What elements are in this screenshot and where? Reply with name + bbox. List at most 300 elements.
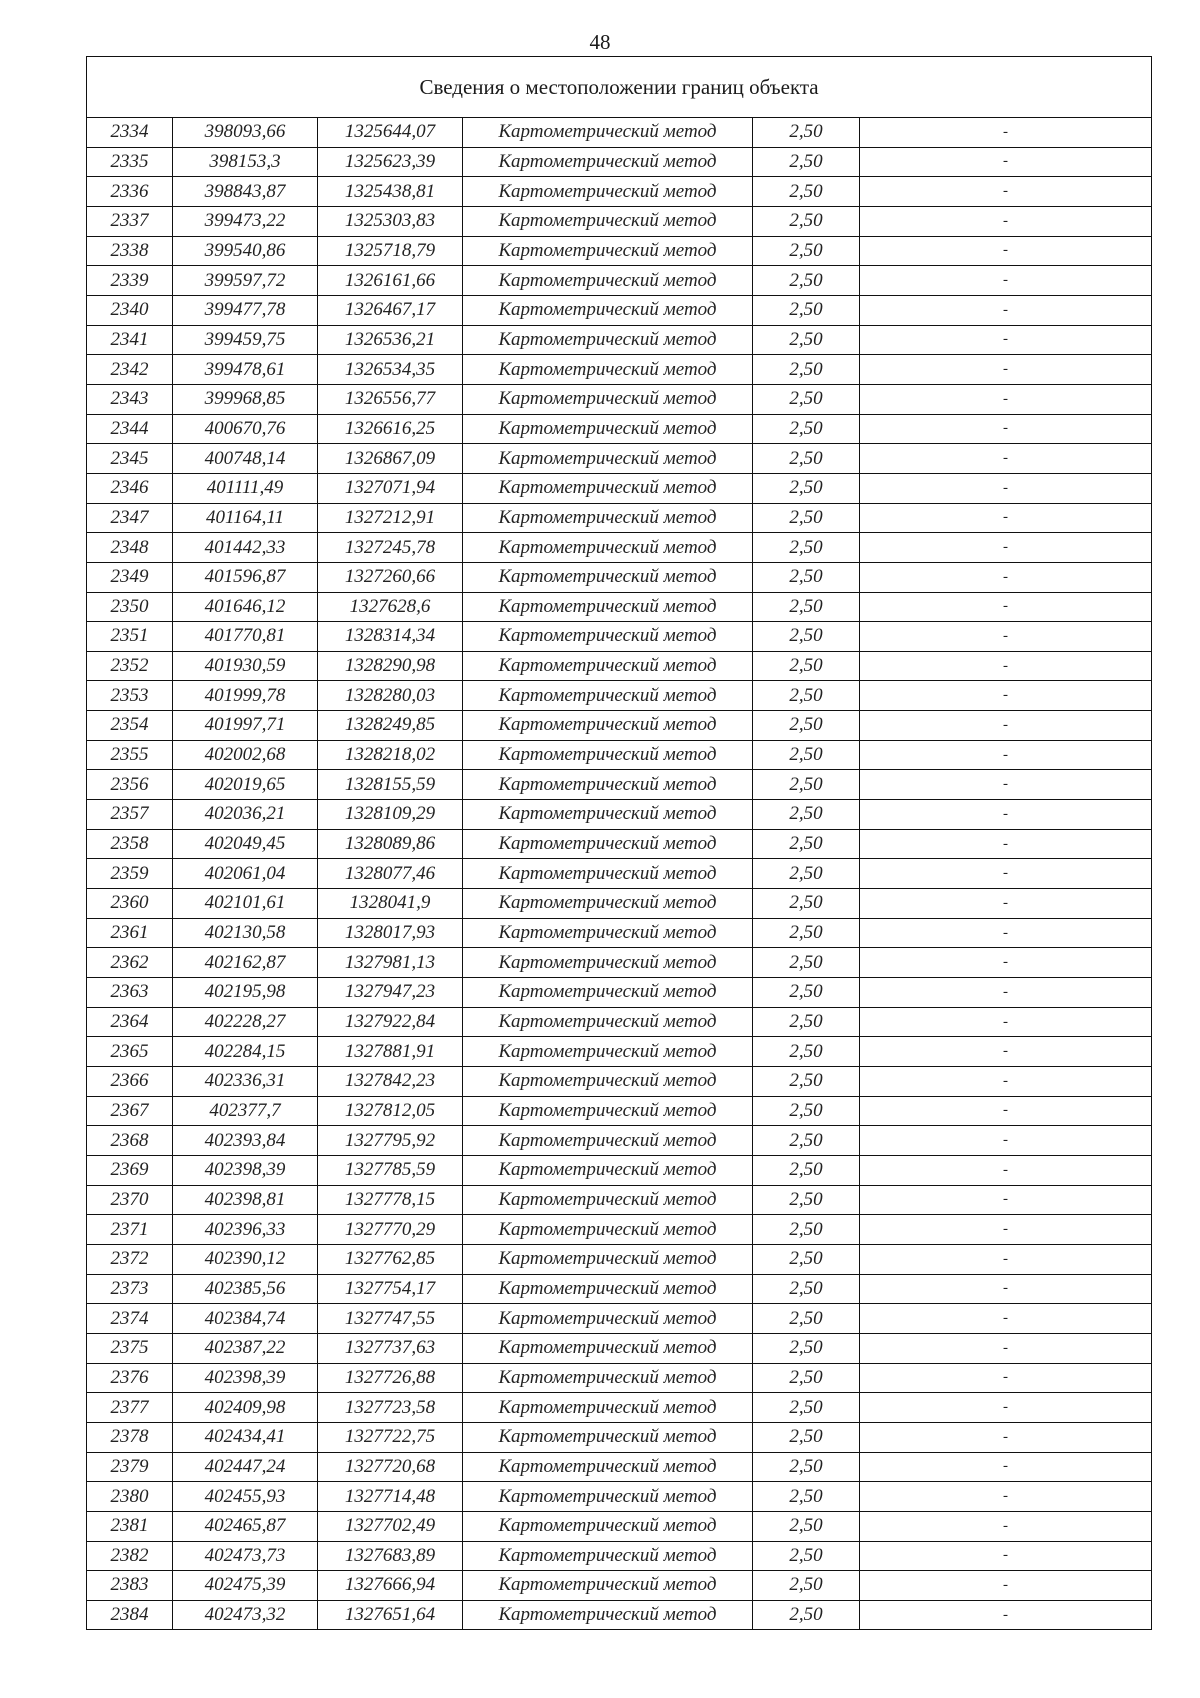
accuracy-cell: 2,50 [753,503,860,533]
y-coordinate-cell: 1328089,86 [318,829,463,859]
description-cell: - [860,295,1152,325]
y-coordinate-cell: 1326867,09 [318,444,463,474]
point-number-cell: 2375 [87,1333,173,1363]
method-cell: Картометрический метод [463,473,753,503]
table-row [87,1541,1152,1571]
x-coordinate-cell: 399968,85 [173,384,318,414]
description-cell: - [860,384,1152,414]
accuracy-cell: 2,50 [753,1363,860,1393]
table-row [87,206,1152,236]
y-coordinate-cell: 1328218,02 [318,740,463,770]
y-coordinate-cell: 1325303,83 [318,206,463,236]
point-number-cell: 2363 [87,978,173,1008]
description-cell: - [860,503,1152,533]
accuracy-cell: 2,50 [753,829,860,859]
description-cell: - [860,1096,1152,1126]
method-cell: Картометрический метод [463,1096,753,1126]
description-cell: - [860,1541,1152,1571]
description-cell: - [860,1244,1152,1274]
description-cell: - [860,118,1152,148]
table-row [87,681,1152,711]
y-coordinate-cell: 1327071,94 [318,473,463,503]
method-cell: Картометрический метод [463,236,753,266]
x-coordinate-cell: 402384,74 [173,1304,318,1334]
table-row [87,1393,1152,1423]
x-coordinate-cell: 401999,78 [173,681,318,711]
y-coordinate-cell: 1328290,98 [318,651,463,681]
description-cell: - [860,859,1152,889]
accuracy-cell: 2,50 [753,1541,860,1571]
table-row [87,1037,1152,1067]
method-cell: Картометрический метод [463,1600,753,1630]
method-cell: Картометрический метод [463,1155,753,1185]
method-cell: Картометрический метод [463,1422,753,1452]
table-row [87,829,1152,859]
table-row [87,384,1152,414]
boundary-coordinates-table [86,56,1152,1630]
x-coordinate-cell: 401930,59 [173,651,318,681]
method-cell: Картометрический метод [463,1244,753,1274]
method-cell: Картометрический метод [463,1037,753,1067]
x-coordinate-cell: 399597,72 [173,266,318,296]
x-coordinate-cell: 402019,65 [173,770,318,800]
y-coordinate-cell: 1326556,77 [318,384,463,414]
y-coordinate-cell: 1328280,03 [318,681,463,711]
y-coordinate-cell: 1328109,29 [318,800,463,830]
y-coordinate-cell: 1328314,34 [318,622,463,652]
point-number-cell: 2374 [87,1304,173,1334]
table-row [87,295,1152,325]
accuracy-cell: 2,50 [753,978,860,1008]
x-coordinate-cell: 398843,87 [173,177,318,207]
accuracy-cell: 2,50 [753,1393,860,1423]
table-row [87,1244,1152,1274]
point-number-cell: 2353 [87,681,173,711]
method-cell: Картометрический метод [463,1363,753,1393]
description-cell: - [860,1304,1152,1334]
table-row [87,503,1152,533]
table-row [87,1511,1152,1541]
table-row [87,473,1152,503]
method-cell: Картометрический метод [463,1215,753,1245]
y-coordinate-cell: 1327842,23 [318,1067,463,1097]
x-coordinate-cell: 398093,66 [173,118,318,148]
table-row [87,651,1152,681]
x-coordinate-cell: 402393,84 [173,1126,318,1156]
x-coordinate-cell: 401646,12 [173,592,318,622]
point-number-cell: 2344 [87,414,173,444]
description-cell: - [860,1452,1152,1482]
accuracy-cell: 2,50 [753,740,860,770]
table-row [87,859,1152,889]
table-row [87,918,1152,948]
accuracy-cell: 2,50 [753,355,860,385]
accuracy-cell: 2,50 [753,177,860,207]
description-cell: - [860,206,1152,236]
method-cell: Картометрический метод [463,711,753,741]
description-cell: - [860,414,1152,444]
y-coordinate-cell: 1327666,94 [318,1571,463,1601]
x-coordinate-cell: 401111,49 [173,473,318,503]
y-coordinate-cell: 1325623,39 [318,147,463,177]
y-coordinate-cell: 1327922,84 [318,1007,463,1037]
point-number-cell: 2362 [87,948,173,978]
y-coordinate-cell: 1327812,05 [318,1096,463,1126]
y-coordinate-cell: 1327947,23 [318,978,463,1008]
point-number-cell: 2370 [87,1185,173,1215]
method-cell: Картометрический метод [463,147,753,177]
accuracy-cell: 2,50 [753,859,860,889]
accuracy-cell: 2,50 [753,266,860,296]
accuracy-cell: 2,50 [753,800,860,830]
accuracy-cell: 2,50 [753,770,860,800]
accuracy-cell: 2,50 [753,533,860,563]
x-coordinate-cell: 401164,11 [173,503,318,533]
table-row [87,1155,1152,1185]
accuracy-cell: 2,50 [753,1333,860,1363]
method-cell: Картометрический метод [463,206,753,236]
accuracy-cell: 2,50 [753,1452,860,1482]
accuracy-cell: 2,50 [753,118,860,148]
description-cell: - [860,1571,1152,1601]
x-coordinate-cell: 399478,61 [173,355,318,385]
x-coordinate-cell: 402195,98 [173,978,318,1008]
method-cell: Картометрический метод [463,770,753,800]
x-coordinate-cell: 399459,75 [173,325,318,355]
accuracy-cell: 2,50 [753,384,860,414]
table-row [87,414,1152,444]
y-coordinate-cell: 1327770,29 [318,1215,463,1245]
description-cell: - [860,533,1152,563]
x-coordinate-cell: 402228,27 [173,1007,318,1037]
description-cell: - [860,1155,1152,1185]
y-coordinate-cell: 1325438,81 [318,177,463,207]
description-cell: - [860,740,1152,770]
table-row [87,1274,1152,1304]
description-cell: - [860,918,1152,948]
y-coordinate-cell: 1328041,9 [318,889,463,919]
point-number-cell: 2378 [87,1422,173,1452]
table-row [87,266,1152,296]
point-number-cell: 2365 [87,1037,173,1067]
accuracy-cell: 2,50 [753,1600,860,1630]
accuracy-cell: 2,50 [753,1096,860,1126]
x-coordinate-cell: 401770,81 [173,622,318,652]
y-coordinate-cell: 1327245,78 [318,533,463,563]
y-coordinate-cell: 1327795,92 [318,1126,463,1156]
x-coordinate-cell: 402398,81 [173,1185,318,1215]
y-coordinate-cell: 1325718,79 [318,236,463,266]
table-row [87,592,1152,622]
method-cell: Картометрический метод [463,1541,753,1571]
point-number-cell: 2341 [87,325,173,355]
table-row [87,1185,1152,1215]
point-number-cell: 2339 [87,266,173,296]
method-cell: Картометрический метод [463,918,753,948]
accuracy-cell: 2,50 [753,1274,860,1304]
description-cell: - [860,1333,1152,1363]
method-cell: Картометрический метод [463,651,753,681]
y-coordinate-cell: 1327723,58 [318,1393,463,1423]
method-cell: Картометрический метод [463,444,753,474]
table-row [87,800,1152,830]
x-coordinate-cell: 402101,61 [173,889,318,919]
accuracy-cell: 2,50 [753,889,860,919]
description-cell: - [860,444,1152,474]
description-cell: - [860,1215,1152,1245]
description-cell: - [860,681,1152,711]
x-coordinate-cell: 402336,31 [173,1067,318,1097]
x-coordinate-cell: 402162,87 [173,948,318,978]
method-cell: Картометрический метод [463,800,753,830]
point-number-cell: 2359 [87,859,173,889]
table-row [87,770,1152,800]
description-cell: - [860,1185,1152,1215]
description-cell: - [860,651,1152,681]
x-coordinate-cell: 400670,76 [173,414,318,444]
accuracy-cell: 2,50 [753,592,860,622]
point-number-cell: 2351 [87,622,173,652]
point-number-cell: 2334 [87,118,173,148]
x-coordinate-cell: 402455,93 [173,1482,318,1512]
y-coordinate-cell: 1326467,17 [318,295,463,325]
table-body [87,118,1152,1630]
method-cell: Картометрический метод [463,1304,753,1334]
point-number-cell: 2347 [87,503,173,533]
description-cell: - [860,948,1152,978]
accuracy-cell: 2,50 [753,444,860,474]
table-row [87,1363,1152,1393]
y-coordinate-cell: 1326536,21 [318,325,463,355]
x-coordinate-cell: 402049,45 [173,829,318,859]
table-row [87,1067,1152,1097]
table-row [87,1096,1152,1126]
y-coordinate-cell: 1327726,88 [318,1363,463,1393]
method-cell: Картометрический метод [463,1185,753,1215]
x-coordinate-cell: 402387,22 [173,1333,318,1363]
description-cell: - [860,355,1152,385]
method-cell: Картометрический метод [463,562,753,592]
point-number-cell: 2364 [87,1007,173,1037]
x-coordinate-cell: 402130,58 [173,918,318,948]
y-coordinate-cell: 1327628,6 [318,592,463,622]
table-row [87,711,1152,741]
table-row [87,147,1152,177]
y-coordinate-cell: 1327778,15 [318,1185,463,1215]
description-cell: - [860,266,1152,296]
accuracy-cell: 2,50 [753,295,860,325]
method-cell: Картометрический метод [463,1452,753,1482]
table-row [87,1482,1152,1512]
point-number-cell: 2381 [87,1511,173,1541]
accuracy-cell: 2,50 [753,1511,860,1541]
accuracy-cell: 2,50 [753,1067,860,1097]
table-row [87,1304,1152,1334]
description-cell: - [860,978,1152,1008]
table-row [87,355,1152,385]
description-cell: - [860,473,1152,503]
method-cell: Картометрический метод [463,889,753,919]
y-coordinate-cell: 1325644,07 [318,118,463,148]
accuracy-cell: 2,50 [753,1155,860,1185]
point-number-cell: 2349 [87,562,173,592]
point-number-cell: 2352 [87,651,173,681]
point-number-cell: 2368 [87,1126,173,1156]
table-row [87,1422,1152,1452]
point-number-cell: 2383 [87,1571,173,1601]
method-cell: Картометрический метод [463,1126,753,1156]
description-cell: - [860,1393,1152,1423]
description-cell: - [860,147,1152,177]
description-cell: - [860,711,1152,741]
method-cell: Картометрический метод [463,118,753,148]
description-cell: - [860,562,1152,592]
x-coordinate-cell: 402409,98 [173,1393,318,1423]
method-cell: Картометрический метод [463,592,753,622]
table-row [87,622,1152,652]
point-number-cell: 2350 [87,592,173,622]
accuracy-cell: 2,50 [753,1244,860,1274]
method-cell: Картометрический метод [463,948,753,978]
x-coordinate-cell: 399540,86 [173,236,318,266]
point-number-cell: 2356 [87,770,173,800]
table-row [87,444,1152,474]
point-number-cell: 2373 [87,1274,173,1304]
y-coordinate-cell: 1327737,63 [318,1333,463,1363]
x-coordinate-cell: 402396,33 [173,1215,318,1245]
accuracy-cell: 2,50 [753,948,860,978]
description-cell: - [860,236,1152,266]
point-number-cell: 2367 [87,1096,173,1126]
y-coordinate-cell: 1327881,91 [318,1037,463,1067]
point-number-cell: 2343 [87,384,173,414]
table-row [87,562,1152,592]
point-number-cell: 2354 [87,711,173,741]
point-number-cell: 2335 [87,147,173,177]
method-cell: Картометрический метод [463,266,753,296]
table-row [87,948,1152,978]
y-coordinate-cell: 1326534,35 [318,355,463,385]
x-coordinate-cell: 402434,41 [173,1422,318,1452]
description-cell: - [860,177,1152,207]
accuracy-cell: 2,50 [753,1482,860,1512]
point-number-cell: 2377 [87,1393,173,1423]
method-cell: Картометрический метод [463,859,753,889]
point-number-cell: 2384 [87,1600,173,1630]
accuracy-cell: 2,50 [753,473,860,503]
point-number-cell: 2340 [87,295,173,325]
table-row [87,1126,1152,1156]
accuracy-cell: 2,50 [753,562,860,592]
x-coordinate-cell: 400748,14 [173,444,318,474]
method-cell: Картометрический метод [463,1511,753,1541]
method-cell: Картометрический метод [463,384,753,414]
method-cell: Картометрический метод [463,533,753,563]
y-coordinate-cell: 1328077,46 [318,859,463,889]
accuracy-cell: 2,50 [753,1422,860,1452]
y-coordinate-cell: 1327981,13 [318,948,463,978]
table-row [87,325,1152,355]
description-cell: - [860,1126,1152,1156]
table-row [87,889,1152,919]
method-cell: Картометрический метод [463,1274,753,1304]
description-cell: - [860,1422,1152,1452]
description-cell: - [860,592,1152,622]
point-number-cell: 2346 [87,473,173,503]
point-number-cell: 2371 [87,1215,173,1245]
y-coordinate-cell: 1327722,75 [318,1422,463,1452]
point-number-cell: 2366 [87,1067,173,1097]
accuracy-cell: 2,50 [753,1037,860,1067]
y-coordinate-cell: 1327754,17 [318,1274,463,1304]
y-coordinate-cell: 1327702,49 [318,1511,463,1541]
accuracy-cell: 2,50 [753,1571,860,1601]
accuracy-cell: 2,50 [753,325,860,355]
page-number: 48 [589,30,611,54]
method-cell: Картометрический метод [463,1067,753,1097]
point-number-cell: 2348 [87,533,173,563]
point-number-cell: 2382 [87,1541,173,1571]
x-coordinate-cell: 401596,87 [173,562,318,592]
method-cell: Картометрический метод [463,295,753,325]
point-number-cell: 2355 [87,740,173,770]
description-cell: - [860,829,1152,859]
accuracy-cell: 2,50 [753,206,860,236]
method-cell: Картометрический метод [463,325,753,355]
accuracy-cell: 2,50 [753,1304,860,1334]
table-row [87,740,1152,770]
point-number-cell: 2336 [87,177,173,207]
description-cell: - [860,1600,1152,1630]
x-coordinate-cell: 402473,73 [173,1541,318,1571]
description-cell: - [860,1482,1152,1512]
accuracy-cell: 2,50 [753,681,860,711]
accuracy-cell: 2,50 [753,918,860,948]
method-cell: Картометрический метод [463,622,753,652]
description-cell: - [860,800,1152,830]
y-coordinate-cell: 1326161,66 [318,266,463,296]
accuracy-cell: 2,50 [753,651,860,681]
x-coordinate-cell: 402398,39 [173,1155,318,1185]
y-coordinate-cell: 1327683,89 [318,1541,463,1571]
x-coordinate-cell: 402377,7 [173,1096,318,1126]
table-row [87,177,1152,207]
y-coordinate-cell: 1327747,55 [318,1304,463,1334]
description-cell: - [860,1363,1152,1393]
description-cell: - [860,1274,1152,1304]
point-number-cell: 2369 [87,1155,173,1185]
description-cell: - [860,325,1152,355]
x-coordinate-cell: 402447,24 [173,1452,318,1482]
x-coordinate-cell: 402398,39 [173,1363,318,1393]
y-coordinate-cell: 1326616,25 [318,414,463,444]
accuracy-cell: 2,50 [753,1007,860,1037]
point-number-cell: 2357 [87,800,173,830]
description-cell: - [860,889,1152,919]
table-row [87,118,1152,148]
description-cell: - [860,1037,1152,1067]
accuracy-cell: 2,50 [753,1185,860,1215]
accuracy-cell: 2,50 [753,147,860,177]
x-coordinate-cell: 401997,71 [173,711,318,741]
method-cell: Картометрический метод [463,1007,753,1037]
point-number-cell: 2338 [87,236,173,266]
table-row [87,1571,1152,1601]
point-number-cell: 2345 [87,444,173,474]
x-coordinate-cell: 402473,32 [173,1600,318,1630]
y-coordinate-cell: 1327212,91 [318,503,463,533]
y-coordinate-cell: 1327651,64 [318,1600,463,1630]
